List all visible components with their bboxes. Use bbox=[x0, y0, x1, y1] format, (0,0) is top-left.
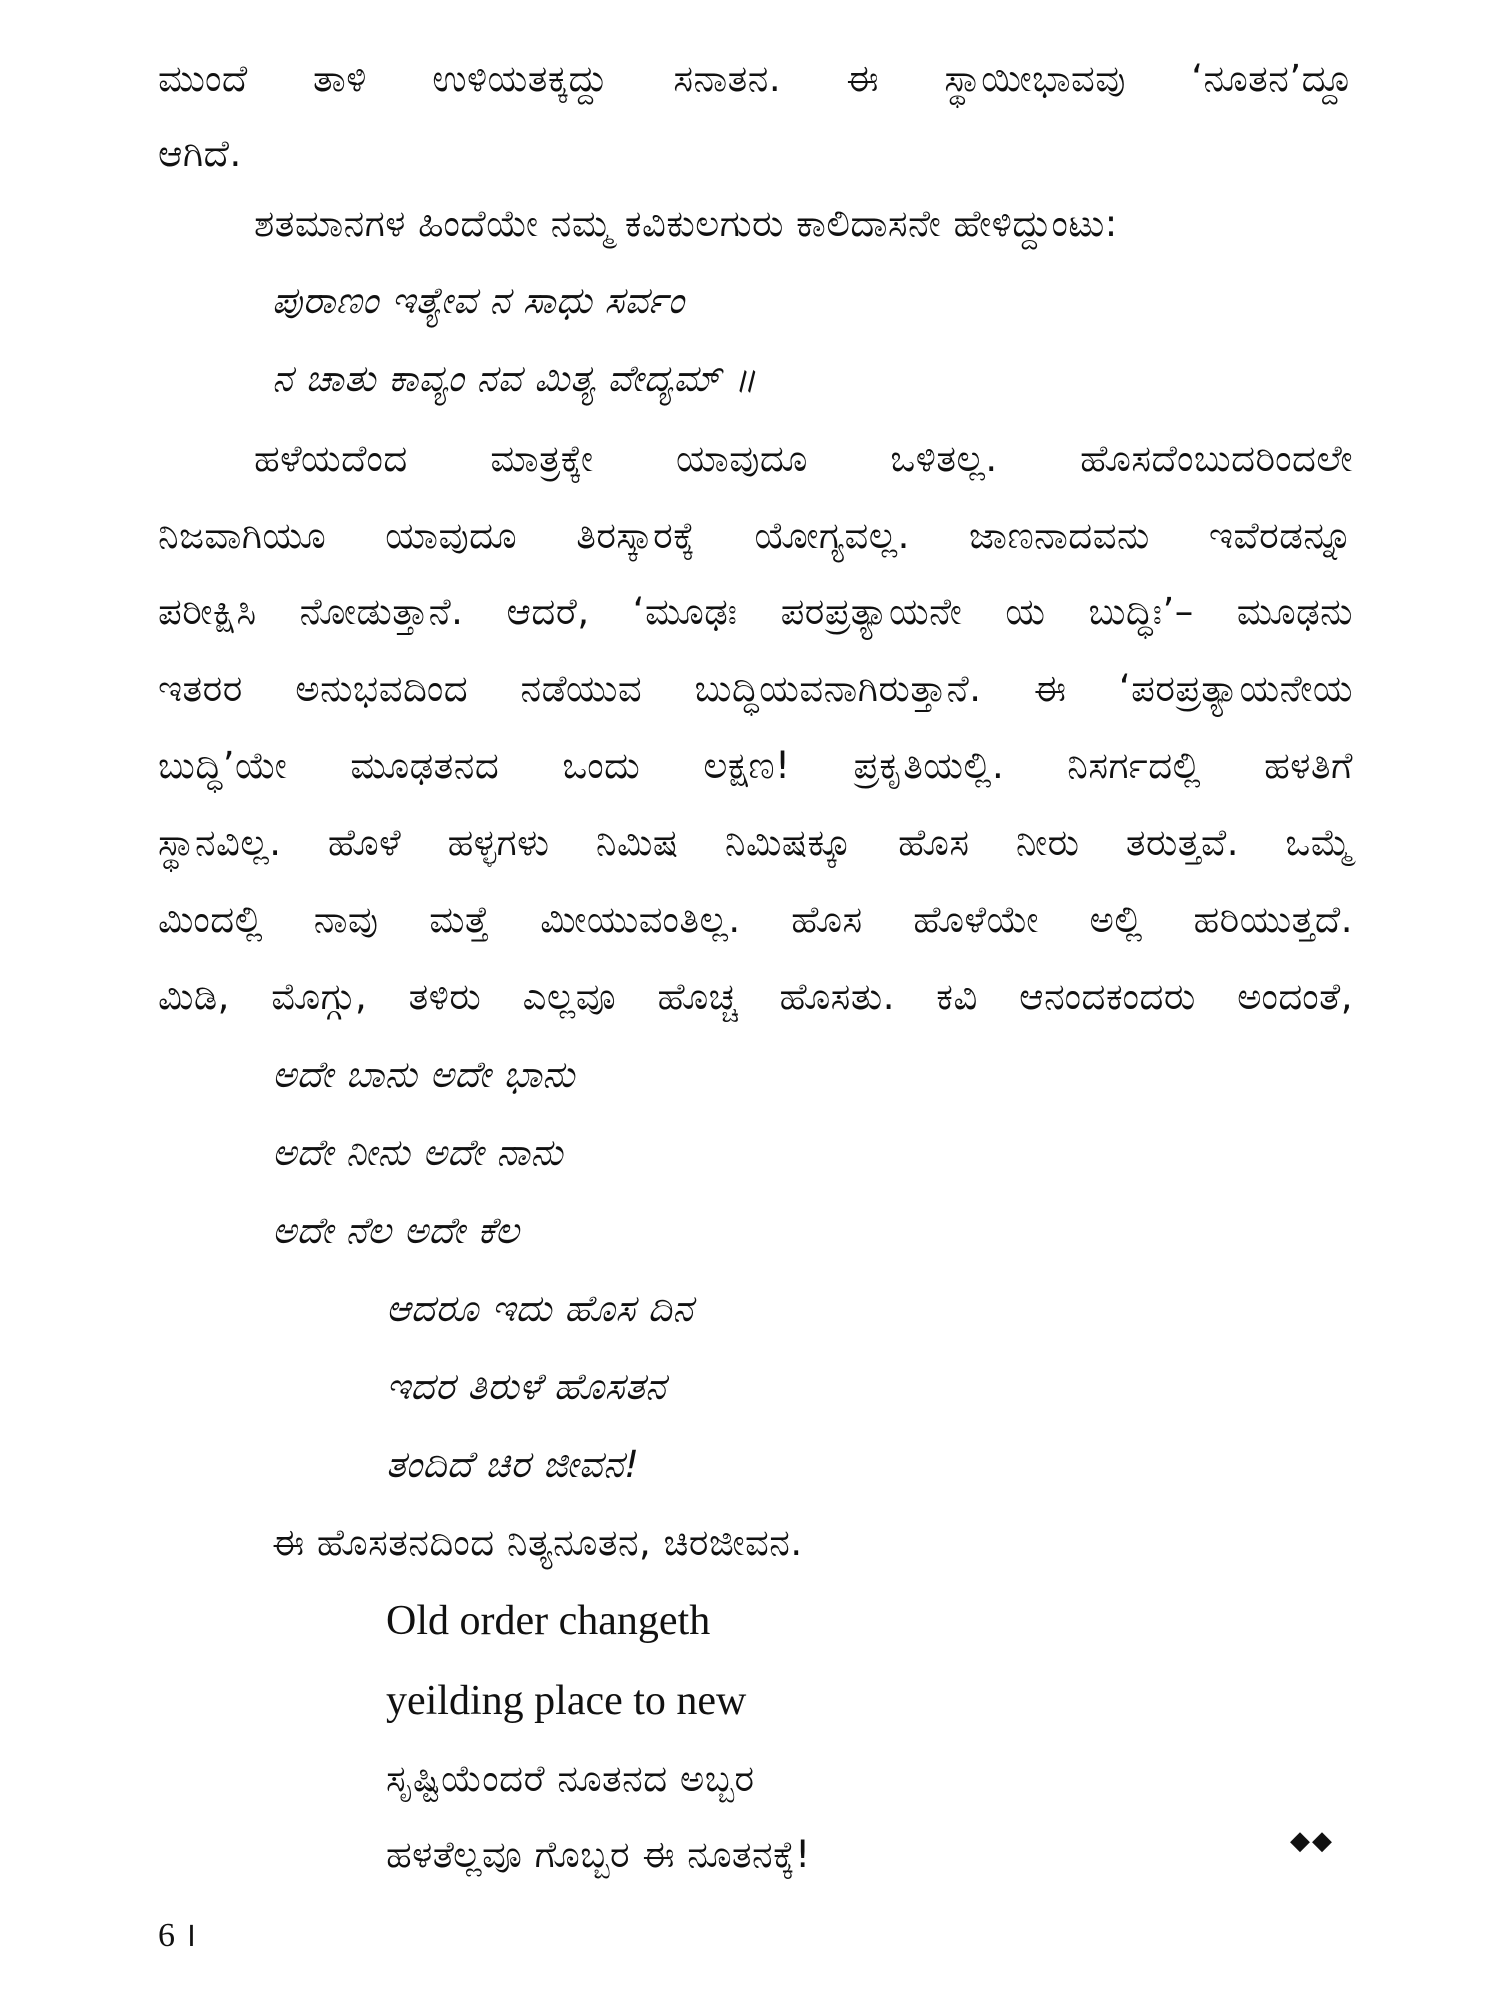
section-end-ornament: ◆◆ bbox=[1290, 1826, 1334, 1856]
text-line: ಇತರರ ಅನುಭವದಿಂದ ನಡೆಯುವ ಬುದ್ಧಿಯವನಾಗಿರುತ್ತಾನೆ. ಈ ‘ಪರಪ್ರತ್ಯಾಯನೇಯ bbox=[158, 667, 1353, 710]
text-line: ಮಿಂದಲ್ಲಿ ನಾವು ಮತ್ತೆ ಮೀಯುವಂತಿಲ್ಲ. ಹೊಸ ಹೊಳೆಯೇ ಅಲ್ಲಿ ಹರಿಯುತ್ತದೆ. bbox=[158, 898, 1353, 941]
text-line: ಪರೀಕ್ಷಿಸಿ ನೋಡುತ್ತಾನೆ. ಆದರೆ, ‘ಮೂಢಃ ಪರಪ್ರತ್ಯಾಯನೇ ಯ ಬುದ್ಧಿಃ’– ಮೂಢನು bbox=[158, 590, 1353, 633]
verse-line: ಇದರ ತಿರುಳೆ ಹೊಸತನ bbox=[386, 1365, 667, 1408]
verse-line: ಸೃಷ್ಟಿಯೆಂದರೆ ನೂತನದ ಅಬ್ಬರ bbox=[386, 1757, 755, 1800]
page-number: 6 । bbox=[158, 1917, 197, 1954]
verse-line: ನ ಚಾತು ಕಾವ್ಯಂ ನವ ಮಿತ್ಯ ವೇದ್ಯಮ್ ॥ bbox=[272, 357, 757, 400]
verse-line: ಅದೇ ನೀನು ಅದೇ ನಾನು bbox=[272, 1131, 564, 1174]
text-line: ಈ ಹೊಸತನದಿಂದ ನಿತ್ಯನೂತನ, ಚಿರಜೀವನ. bbox=[272, 1521, 803, 1564]
verse-line: ಅದೇ ನೆಲ ಅದೇ ಕೆಲ bbox=[272, 1209, 520, 1252]
text-line: ಸ್ಥಾನವಿಲ್ಲ. ಹೊಳೆ ಹಳ್ಳಗಳು ನಿಮಿಷ ನಿಮಿಷಕ್ಕೂ ಹೊಸ ನೀರು ತರುತ್ತವೆ. ಒಮ್ಮೆ bbox=[158, 821, 1353, 864]
text-line: ಆಗಿದೆ. bbox=[158, 132, 242, 175]
verse-line: ಅದೇ ಬಾನು ಅದೇ ಭಾನು bbox=[272, 1053, 575, 1096]
text-line: ಹಳೆಯದೆಂದ ಮಾತ್ರಕ್ಕೇ ಯಾವುದೂ ಒಳಿತಲ್ಲ. ಹೊಸದೆಂಬುದರಿಂದಲೇ bbox=[254, 437, 1353, 480]
verse-line: ತಂದಿದೆ ಚಿರ ಜೀವನ! bbox=[386, 1443, 640, 1486]
english-verse-line: Old order changeth bbox=[386, 1598, 711, 1644]
verse-line: ಪುರಾಣಂ ಇತ್ಯೇವ ನ ಸಾಧು ಸರ್ವಂ bbox=[272, 279, 685, 322]
english-verse-line: yeilding place to new bbox=[386, 1678, 747, 1724]
text-line: ನಿಜವಾಗಿಯೂ ಯಾವುದೂ ತಿರಸ್ಕಾರಕ್ಕೆ ಯೋಗ್ಯವಲ್ಲ. ಜಾಣನಾದವನು ಇವೆರಡನ್ನೂ bbox=[158, 514, 1353, 557]
text-line: ಮುಂದೆ ತಾಳಿ ಉಳಿಯತಕ್ಕದ್ದು ಸನಾತನ. ಈ ಸ್ಥಾಯೀಭಾವವು ‘ನೂತನ’ದ್ದೂ bbox=[158, 57, 1353, 100]
verse-line: ಆದರೂ ಇದು ಹೊಸ ದಿನ bbox=[386, 1287, 694, 1330]
verse-line: ಹಳತೆಲ್ಲವೂ ಗೊಬ್ಬರ ಈ ನೂತನಕ್ಕೆ! bbox=[386, 1833, 811, 1876]
text-line: ಶತಮಾನಗಳ ಹಿಂದೆಯೇ ನಮ್ಮ ಕವಿಕುಲಗುರು ಕಾಲಿದಾಸನೇ ಹೇಳಿದ್ದುಂಟು: bbox=[254, 202, 1118, 245]
text-line: ಮಿಡಿ, ಮೊಗ್ಗು, ತಳಿರು ಎಲ್ಲವೂ ಹೊಚ್ಚ ಹೊಸತು. ಕವಿ ಆನಂದಕಂದರು ಅಂದಂತೆ, bbox=[158, 975, 1353, 1018]
text-line: ಬುದ್ಧಿ’ಯೇ ಮೂಢತನದ ಒಂದು ಲಕ್ಷಣ! ಪ್ರಕೃತಿಯಲ್ಲಿ. ನಿಸರ್ಗದಲ್ಲಿ ಹಳತಿಗೆ bbox=[158, 744, 1353, 787]
